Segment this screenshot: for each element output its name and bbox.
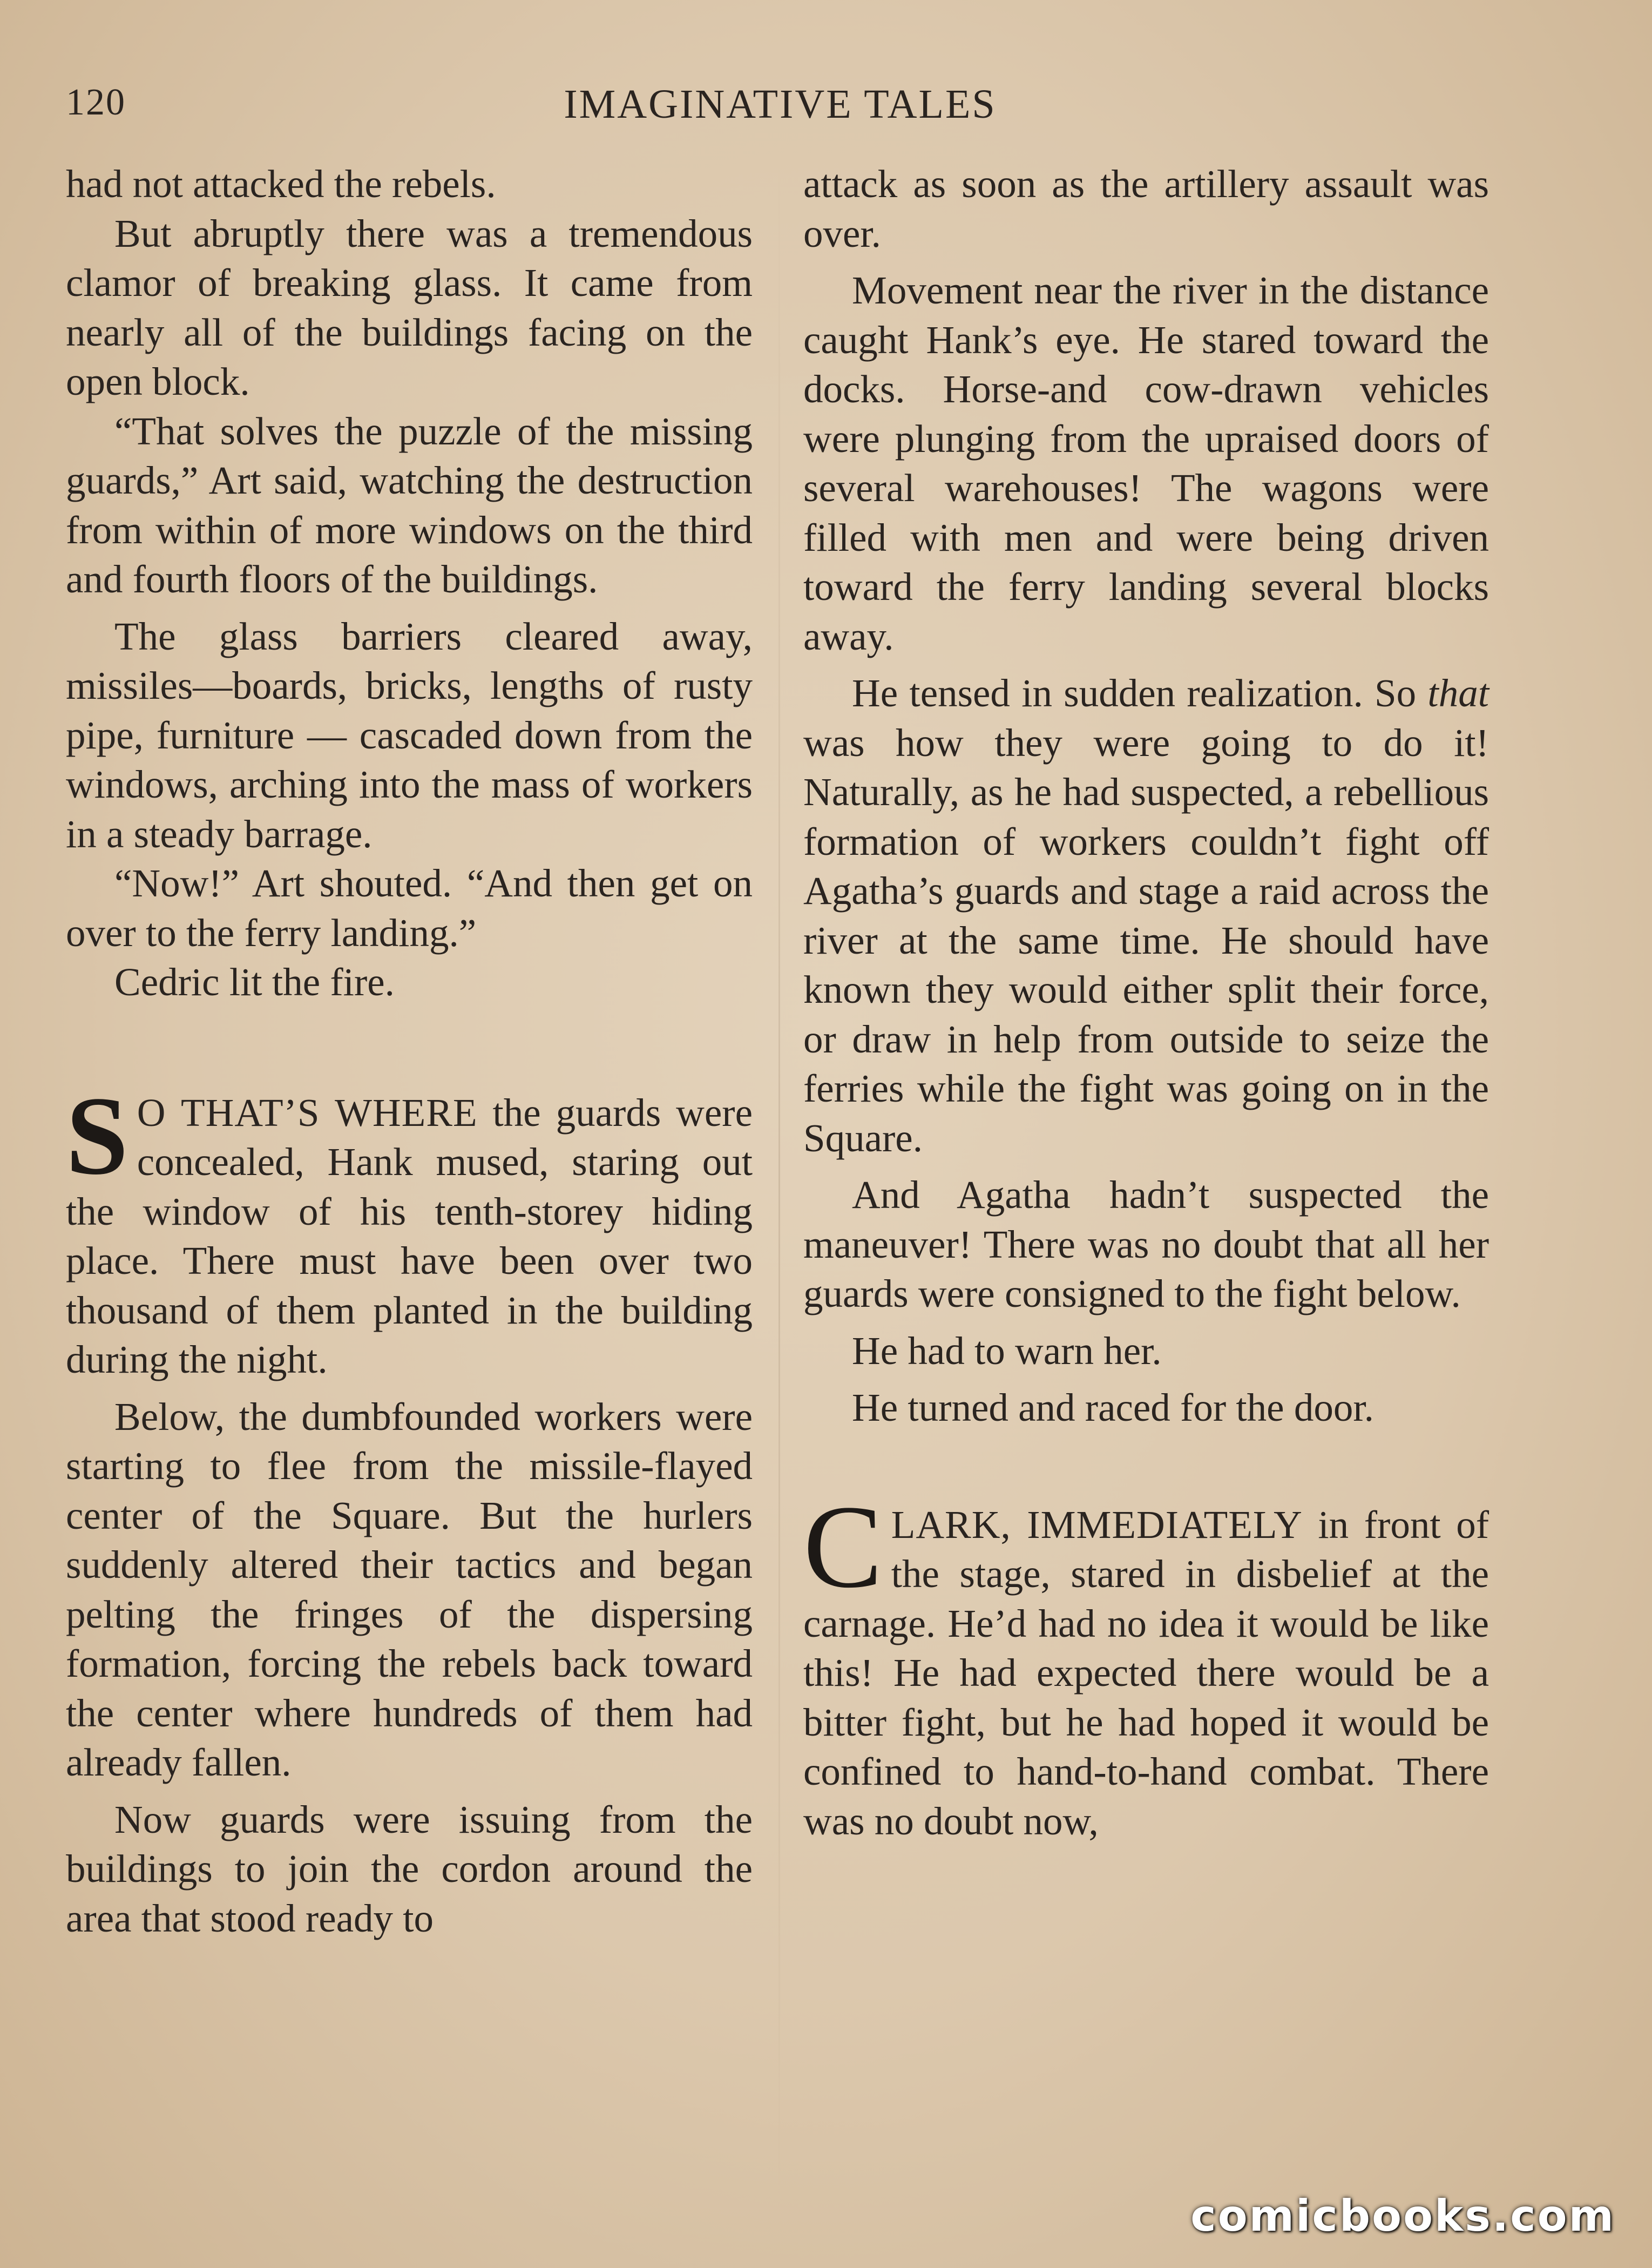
emphasis-text: that — [1427, 671, 1489, 715]
page-number: 120 — [66, 82, 126, 123]
paragraph: Below, the dumbfounded workers were starting to flee from the missile-flayed center of the Square. But the hurlers suddenly altered their tactics and began pelting the fringes of the dispersing formation, forcing the rebels back toward the center where hundreds of them had already fallen. — [66, 1394, 753, 1784]
paragraph: He turned and raced for the door. — [852, 1386, 1374, 1429]
site-watermark: comicbooks.com — [1190, 2191, 1615, 2241]
section-lead-caps: O THAT’S WHERE — [137, 1090, 478, 1135]
right-text-column — [803, 159, 1489, 1846]
paragraph: had not attacked the rebels. — [66, 162, 496, 206]
paragraph: But abruptly there was a tremendous clamor of breaking glass. It came from nearly all of the buildings facing on the open block. — [66, 211, 753, 403]
paragraph: attack as soon as the artillery assault was over. — [803, 162, 1489, 255]
paragraph-text: was how they were going to do it! Naturally, as he had suspected, a rebellious formation of workers couldn’t fight off Agatha’s guards and stage a raid across the river at the same time. He should have known they would either split their force, or draw in help from outside to seize the ferries while the fight was going on in the Square. — [803, 720, 1489, 1160]
paragraph: He had to warn her. — [852, 1328, 1162, 1373]
running-head-title: IMAGINATIVE TALES — [564, 82, 997, 127]
drop-cap-letter: C — [803, 1480, 883, 1612]
paragraph: The glass barriers cleared away, missiles—boards, bricks, lengths of rusty pipe, furniture — cascaded down from the windows, arching into the mass of workers in a steady barrage. — [66, 614, 753, 856]
section-opening-paragraph — [66, 1073, 753, 1385]
paragraph — [803, 669, 1489, 1163]
paragraph: Cedric lit the fire. — [114, 960, 395, 1004]
paragraph: And Agatha hadn’t suspected the maneuver! There was no doubt that all her guards were consigned to the fight below. — [803, 1173, 1489, 1315]
paragraph: “That solves the puzzle of the missing guards,” Art said, watching the destruction from within of more windows on the third and fourth floors of the buildings. — [66, 409, 753, 601]
page-gutter-crease — [778, 157, 780, 2209]
paragraph: Movement near the river in the distance caught Hank’s eye. He stared toward the docks. Horse-and cow-drawn vehicles were plunging from the upraised doors of several warehouses! The wagons were filled with men and were being driven toward the ferry landing several blocks away. — [803, 268, 1489, 658]
paragraph-text: He tensed in sudden realization. So — [852, 671, 1428, 715]
paragraph: “Now!” Art shouted. “And then get on over to the ferry landing.” — [66, 861, 753, 955]
section-lead-caps: LARK, IMMEDIATELY — [891, 1502, 1303, 1547]
paragraph-text: in front of the stage, stared in disbelief at the carnage. He’d had no idea it would be like this! He had expected there would be a bitter fight, but he had hoped it would be confined to hand-to-hand combat. There was no doubt now, — [803, 1502, 1489, 1843]
paragraph: Now guards were issuing from the buildings to join the cordon around the area that stood ready to — [66, 1797, 753, 1940]
left-text-column — [66, 159, 753, 1943]
section-opening-paragraph — [803, 1480, 1489, 1846]
drop-cap-letter: S — [66, 1073, 128, 1198]
paragraph-text: the guards were concealed, Hank mused, staring out the window of his tenth-storey hiding place. There must have been over two thousand of them planted in the building during the night. — [66, 1090, 753, 1381]
